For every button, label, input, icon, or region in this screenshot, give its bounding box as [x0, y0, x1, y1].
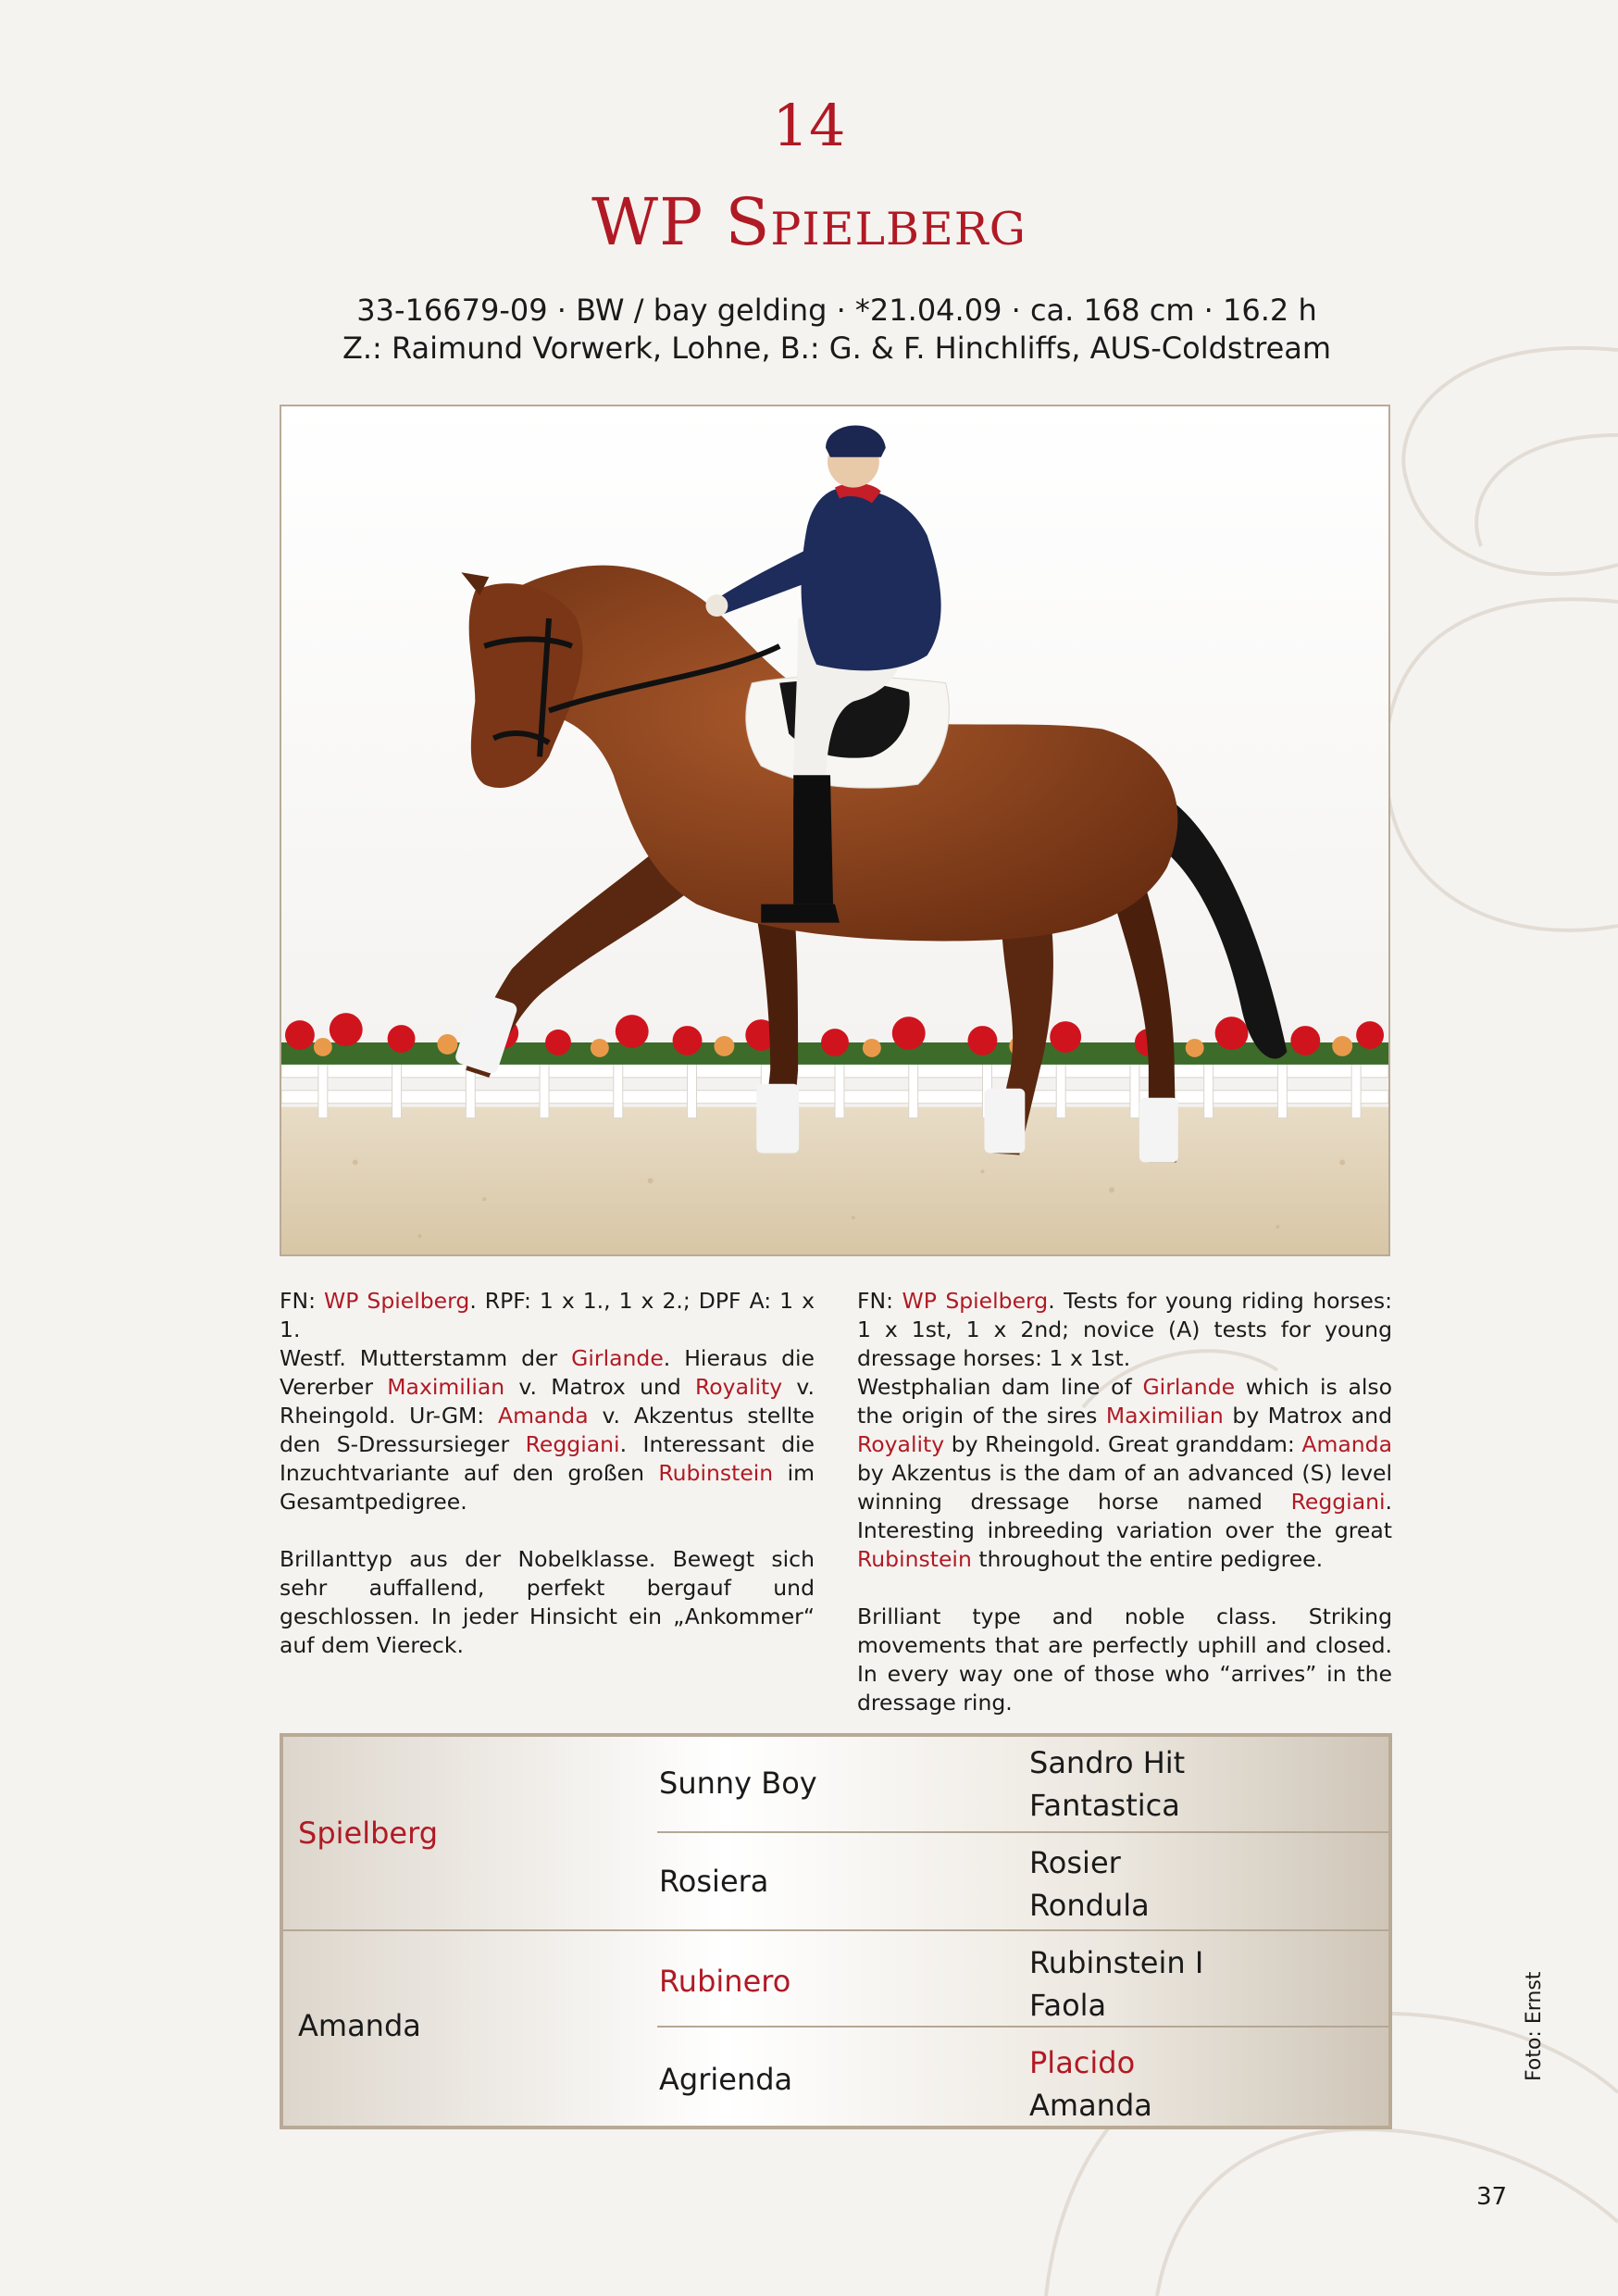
text-fragment: Westphalian dam line of: [857, 1374, 1143, 1400]
pedigree-sd-dam: Rondula: [1029, 1888, 1150, 1923]
german-results-paragraph: [280, 1287, 815, 1344]
german-character-paragraph: Brillanttyp aus der Nobelklasse. Bewegt sich sehr auffallend, perfekt bergauf und geschlossen. In jeder Hinsicht ein „Ankommer“ auf dem Viereck.: [280, 1546, 815, 1658]
fn-label: FN:: [280, 1288, 325, 1314]
text-fragment: by Akzentus is the dam of an advanced (S) level winning dressage horse named: [857, 1460, 1392, 1515]
horse-registration-line: 33-16679-09 · BW / bay gelding · *21.04.09 · ca. 168 cm · 16.2 h: [356, 293, 1317, 328]
highlight-maximilian: Maximilian: [387, 1374, 505, 1400]
pedigree-sire: Spielberg: [298, 1816, 438, 1851]
text-fragment: . Hieraus die Vererber: [280, 1345, 815, 1400]
text-fragment: v. Akzentus stellte den S-Dressursieger: [280, 1403, 815, 1457]
pedigree-dam-dam: Agrienda: [659, 2062, 793, 2097]
page-number: 37: [1476, 2183, 1508, 2211]
text-fragment: v. Matrox und: [504, 1374, 696, 1400]
pedigree-sire-sire: Sunny Boy: [659, 1766, 817, 1801]
highlight-maximilian: Maximilian: [1105, 1403, 1224, 1429]
text-fragment: Westf. Mutterstamm der: [280, 1345, 572, 1371]
highlight-rubinstein: Rubinstein: [658, 1460, 774, 1486]
pedigree-ds-dam: Faola: [1029, 1988, 1107, 2023]
german-damline-paragraph: [280, 1344, 815, 1516]
highlight-royality: Royality: [857, 1431, 945, 1457]
pedigree-dd-sire: Placido: [1029, 2045, 1136, 2080]
pedigree-divider: [283, 1929, 1388, 1931]
english-results-paragraph: [857, 1287, 1392, 1373]
paragraph-gap: [857, 1574, 1392, 1603]
breeder-owner-line: Z.: Raimund Vorwerk, Lohne, B.: G. & F. Hinchliffs, AUS-Coldstream: [342, 331, 1332, 366]
pedigree-divider: [657, 2026, 1388, 2028]
text-fragment: . Interessant die Inzuchtvariante auf den großen: [280, 1431, 815, 1486]
text-fragment: by Rheingold. Great granddam:: [944, 1431, 1302, 1457]
english-description: [857, 1287, 1392, 1717]
paragraph-gap: [280, 1516, 815, 1545]
english-character-paragraph: Brilliant type and noble class. Striking movements that are perfectly uphill and closed. In every way one of those who “arrives” in the dressage ring.: [857, 1603, 1392, 1716]
highlight-amanda: Amanda: [1301, 1431, 1392, 1457]
text-fragment: which is also the origin of the sires: [857, 1374, 1392, 1429]
pedigree-divider: [657, 1831, 1388, 1833]
highlight-royality: Royality: [695, 1374, 783, 1400]
pedigree-dd-dam: Amanda: [1029, 2088, 1152, 2123]
german-description: [280, 1287, 815, 1660]
highlight-girlande: Girlande: [571, 1345, 664, 1371]
pedigree-ds-sire: Rubinstein I: [1029, 1945, 1204, 1980]
fn-label: FN:: [857, 1288, 902, 1314]
pedigree-sire-dam: Rosiera: [659, 1864, 769, 1899]
german-results-text: . RPF: 1 x 1., 1 x 2.; DPF A: 1 x 1.: [280, 1288, 815, 1342]
highlight-reggiani: Reggiani: [1290, 1489, 1386, 1515]
lot-number: 14: [772, 92, 846, 159]
text-fragment: by Matrox and: [1223, 1403, 1392, 1429]
horse-name-highlight: WP Spielberg: [902, 1288, 1049, 1314]
pedigree-dam: Amanda: [298, 2008, 421, 2043]
horse-name-title: WP Spielberg: [591, 184, 1027, 260]
text-fragment: . Interesting inbreeding variation over the great: [857, 1489, 1392, 1543]
highlight-reggiani: Reggiani: [525, 1431, 620, 1457]
highlight-amanda: Amanda: [498, 1403, 589, 1429]
text-fragment: v. Rheingold. Ur-GM:: [280, 1374, 815, 1429]
text-fragment: throughout the entire pedigree.: [971, 1546, 1324, 1572]
pedigree-table: [280, 1733, 1392, 2129]
horse-photo: [280, 405, 1390, 1256]
english-damline-paragraph: [857, 1373, 1392, 1574]
english-results-text: . Tests for young riding horses: 1 x 1st, 1 x 2nd; novice (A) tests for young dressage horses: 1 x 1st.: [857, 1288, 1392, 1371]
photo-credit: Foto: Ernst: [1523, 1971, 1546, 2081]
pedigree-dam-sire: Rubinero: [659, 1964, 791, 1999]
pedigree-ss-sire: Sandro Hit: [1029, 1745, 1186, 1780]
horse-name-highlight: WP Spielberg: [324, 1288, 470, 1314]
pedigree-ss-dam: Fantastica: [1029, 1788, 1180, 1823]
text-fragment: im Gesamtpedigree.: [280, 1460, 815, 1515]
highlight-girlande: Girlande: [1142, 1374, 1236, 1400]
pedigree-sd-sire: Rosier: [1029, 1845, 1121, 1880]
highlight-rubinstein: Rubinstein: [857, 1546, 972, 1572]
